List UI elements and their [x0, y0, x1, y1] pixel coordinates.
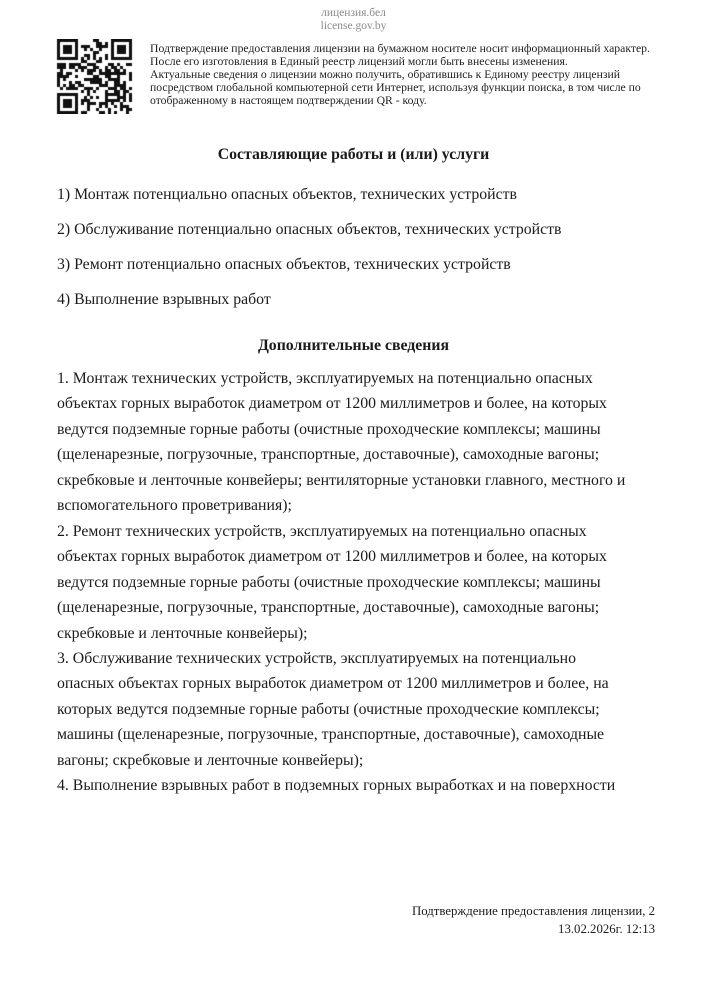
- additional-info-line: 1. Монтаж технических устройств, эксплуатируемых на потенциально опасных: [57, 370, 593, 387]
- services-list: [57, 177, 667, 317]
- additional-info-line: скребковые и ленточные конвейеры);: [57, 624, 308, 642]
- site-header: [0, 7, 707, 33]
- service-item: 1) Монтаж потенциально опасных объектов, технических устройств: [57, 186, 517, 203]
- service-item: 4) Выполнение взрывных работ: [57, 291, 271, 308]
- notice-line: Подтверждение предоставления лицензии на бумажном носителе носит информационный характер.: [150, 42, 650, 55]
- additional-info-text: [57, 366, 667, 799]
- additional-info-line: скребковые и ленточные конвейеры; вентиляторные установки главного, местного и: [57, 471, 626, 489]
- additional-info-line: которых ведутся подземные горные работы (очистные проходческие комплексы;: [57, 700, 600, 718]
- section-heading-services: Составляющие работы и (или) услуги: [217, 146, 490, 163]
- service-item: 3) Ремонт потенциально опасных объектов, технических устройств: [57, 256, 511, 273]
- additional-info-line: ведутся подземные горные работы (очистные проходческие комплексы; машины: [57, 420, 601, 438]
- additional-info-line: (щеленарезные, погрузочные, транспортные, доставочные), самоходные вагоны;: [57, 599, 600, 617]
- additional-info-line: 3. Обслуживание технических устройств, эксплуатируемых на потенциально: [57, 649, 577, 667]
- site-url: license.gov.by: [320, 20, 387, 32]
- additional-info-line: объектах горных выработок диаметром от 1200 миллиметров и более, на которых: [57, 548, 607, 566]
- notice-line: посредством глобальной компьютерной сети Интернет, используя функции поиска, в том числе по: [150, 81, 641, 95]
- additional-info-line: опасных объектах горных выработок диаметром от 1200 миллиметров и более, на: [57, 675, 609, 693]
- footer-doc-label: Подтверждение предоставления лицензии, 2: [411, 904, 655, 918]
- notice-line: Актуальные сведения о лицензии можно получить, обратившись к Единому реестру лицензий: [150, 68, 620, 82]
- additional-info-line: вагоны; скребковые и ленточные конвейеры);: [57, 751, 364, 769]
- site-name: лицензия.бел: [321, 7, 386, 19]
- additional-info-line: (щеленарезные, погрузочные, транспортные, доставочные), самоходные вагоны;: [57, 446, 600, 464]
- notice-text: [150, 42, 672, 107]
- notice-line: отображенному в настоящем подтверждении QR - коду.: [150, 94, 427, 108]
- additional-info-line: машины (щеленарезные, погрузочные, транспортные, доставочные), самоходные: [57, 726, 605, 744]
- additional-info-line: 2. Ремонт технических устройств, эксплуатируемых на потенциально опасных: [57, 522, 587, 540]
- section-heading-additional: Дополнительные сведения: [257, 337, 450, 354]
- service-item: 2) Обслуживание потенциально опасных объектов, технических устройств: [57, 221, 562, 238]
- additional-info-line: 4. Выполнение взрывных работ в подземных горных выработках и на поверхности: [57, 777, 616, 795]
- additional-info-line: объектах горных выработок диаметром от 1200 миллиметров и более, на которых: [57, 395, 607, 413]
- notice-line: После его изготовления в Единый реестр лицензий могли быть внесены изменения.: [150, 55, 568, 69]
- additional-info-line: вспомогательного проветривания);: [57, 497, 292, 515]
- additional-info-line: ведутся подземные горные работы (очистные проходческие комплексы; машины: [57, 573, 601, 591]
- footer-datetime: 13.02.2026г. 12:13: [558, 921, 655, 936]
- qr-code-icon: [56, 39, 133, 114]
- page-footer: [412, 903, 655, 938]
